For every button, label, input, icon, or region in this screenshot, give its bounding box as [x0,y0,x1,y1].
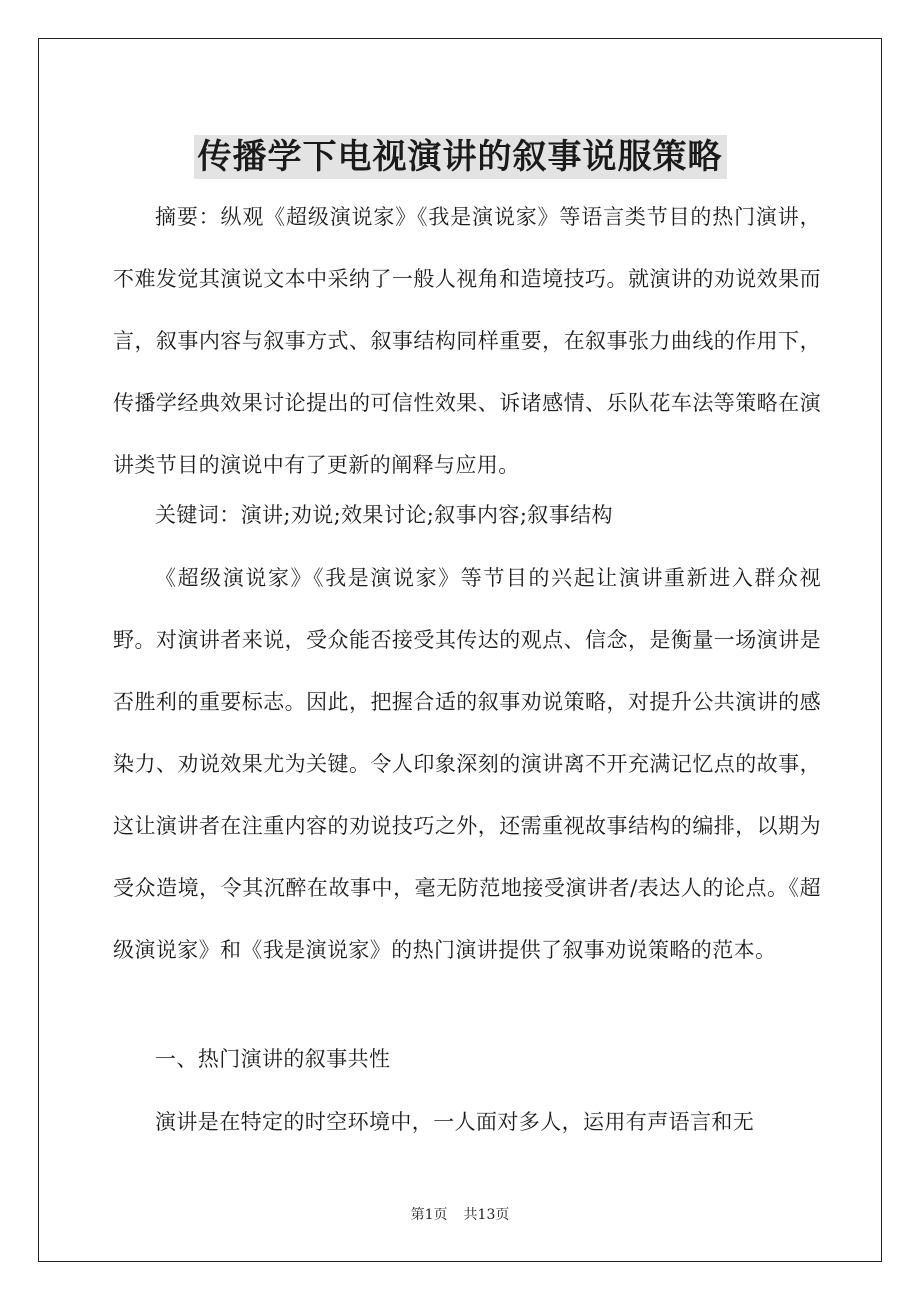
abstract-paragraph: 摘要：纵观《超级演说家》《我是演说家》等语言类节目的热门演讲，不难发觉其演说文本中采纳了一般人视角和造境技巧。就演讲的劝说效果而言，叙事内容与叙事方式、叙事结构同样重要，在叙事张力曲线的作用下，传播学经典效果讨论提出的可信性效果、诉诸感情、乐队花车法等策略在演讲类节目的演说中有了更新的阐释与应用。 [113,205,821,477]
keywords-paragraph: 关键词：演讲;劝说;效果讨论;叙事内容;叙事结构 [155,503,613,527]
intro-paragraph: 《超级演说家》《我是演说家》等节目的兴起让演讲重新进入群众视野。对演讲者来说，受众能否接受其传达的观点、信念，是衡量一场演讲是否胜利的重要标志。因此，把握合适的叙事劝说策略，对提升公共演讲的感染力、劝说效果尤为关键。令人印象深刻的演讲离不开充满记忆点的故事，这让演讲者在注重内容的劝说技巧之外，还需重视故事结构的编排，以期为受众造境，令其沉醉在故事中，毫无防范地接受演讲者/表达人的论点。《超级演说家》和《我是演说家》的热门演讲提供了叙事劝说策略的范本。 [113,566,821,962]
page-total: 共13页 [463,1207,510,1223]
section-heading: 一、热门演讲的叙事共性 [155,1047,391,1071]
page-footer [0,1204,920,1224]
title-text: 传播学下电视演讲的叙事说服策略 [194,135,727,179]
body-paragraph: 演讲是在特定的时空环境中，一人面对多人，运用有声语言和无 [155,1110,755,1134]
document-title [0,133,920,181]
page-number: 第1页 [410,1207,448,1223]
